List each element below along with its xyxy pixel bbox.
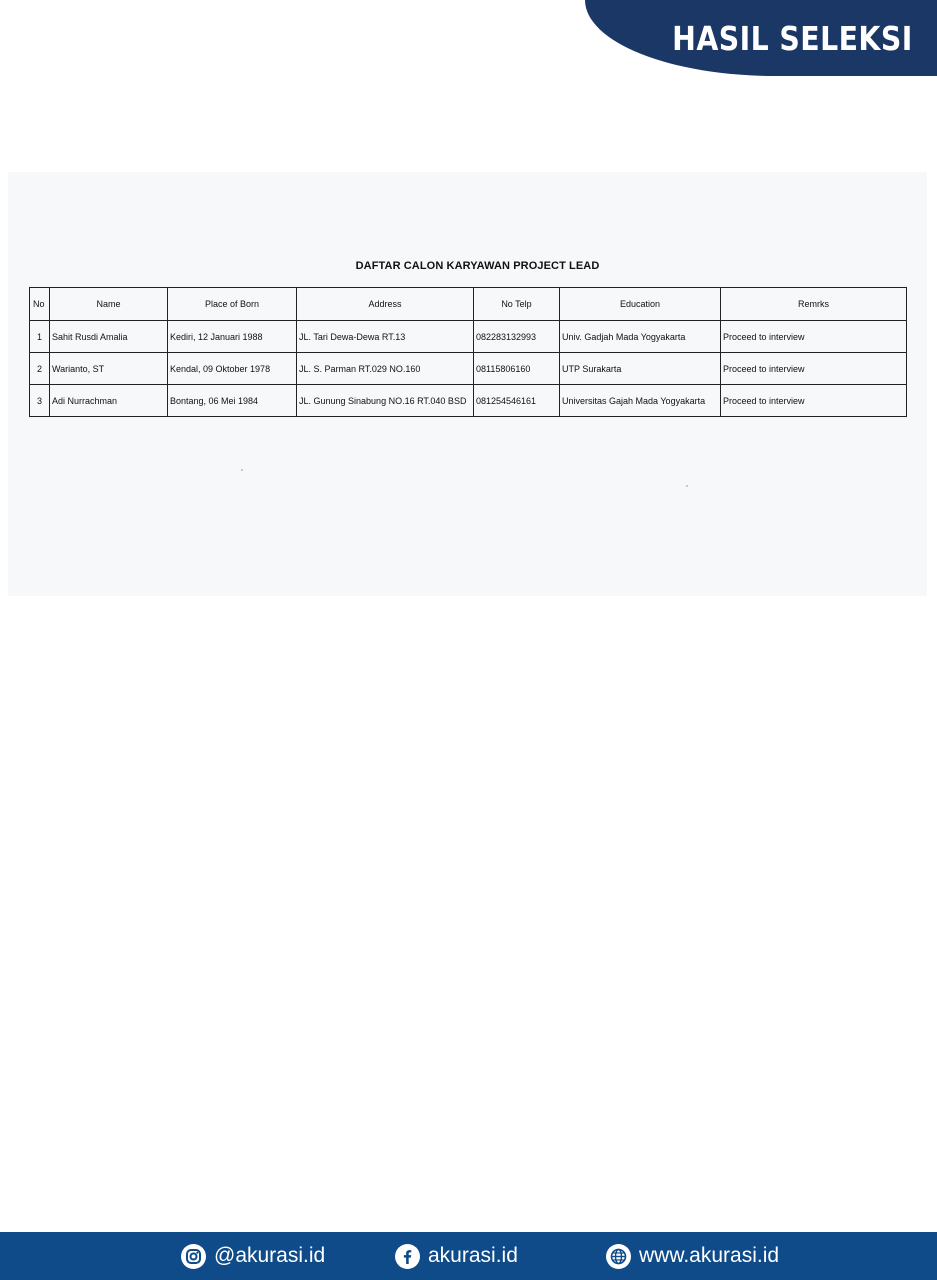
cell-address: JL. Gunung Sinabung NO.16 RT.040 BSD bbox=[297, 385, 474, 417]
footer-website[interactable] bbox=[606, 1232, 779, 1280]
column-header-place-of-born: Place of Born bbox=[168, 288, 297, 321]
scan-speck bbox=[686, 485, 688, 487]
column-header-name: Name bbox=[50, 288, 168, 321]
cell-education: Universitas Gajah Mada Yogyakarta bbox=[560, 385, 721, 417]
cell-no-telp: 082283132993 bbox=[474, 321, 560, 353]
cell-place-of-born: Bontang, 06 Mei 1984 bbox=[168, 385, 297, 417]
header-badge bbox=[585, 0, 937, 76]
table-header-row bbox=[30, 288, 907, 321]
cell-name: Warianto, ST bbox=[50, 353, 168, 385]
cell-no: 1 bbox=[30, 321, 50, 353]
footer-bar bbox=[0, 1232, 937, 1280]
column-header-remarks: Remrks bbox=[721, 288, 907, 321]
cell-place-of-born: Kendal, 09 Oktober 1978 bbox=[168, 353, 297, 385]
table-row bbox=[30, 385, 907, 417]
column-header-education: Education bbox=[560, 288, 721, 321]
scanned-document bbox=[8, 172, 927, 596]
cell-no-telp: 08115806160 bbox=[474, 353, 560, 385]
table-row bbox=[30, 321, 907, 353]
cell-address: JL. S. Parman RT.029 NO.160 bbox=[297, 353, 474, 385]
footer-instagram[interactable] bbox=[181, 1232, 325, 1280]
table-row bbox=[30, 353, 907, 385]
globe-icon bbox=[606, 1244, 631, 1269]
website-url: www.akurasi.id bbox=[639, 1244, 780, 1267]
cell-remarks: Proceed to interview bbox=[721, 321, 907, 353]
cell-address: JL. Tari Dewa-Dewa RT.13 bbox=[297, 321, 474, 353]
cell-education: UTP Surakarta bbox=[560, 353, 721, 385]
column-header-no: No bbox=[30, 288, 50, 321]
cell-name: Adi Nurrachman bbox=[50, 385, 168, 417]
column-header-address: Address bbox=[297, 288, 474, 321]
scan-speck bbox=[241, 469, 243, 471]
instagram-handle: @akurasi.id bbox=[214, 1244, 326, 1267]
header-title: HASIL SELEKSI bbox=[672, 18, 913, 58]
cell-place-of-born: Kediri, 12 Januari 1988 bbox=[168, 321, 297, 353]
instagram-icon bbox=[181, 1244, 206, 1269]
cell-education: Univ. Gadjah Mada Yogyakarta bbox=[560, 321, 721, 353]
cell-no: 2 bbox=[30, 353, 50, 385]
cell-name: Sahit Rusdi Amalia bbox=[50, 321, 168, 353]
cell-remarks: Proceed to interview bbox=[721, 385, 907, 417]
facebook-icon bbox=[395, 1244, 420, 1269]
facebook-handle: akurasi.id bbox=[428, 1244, 518, 1267]
footer-facebook[interactable] bbox=[395, 1232, 518, 1280]
document-title: DAFTAR CALON KARYAWAN PROJECT LEAD bbox=[355, 260, 600, 272]
column-header-no-telp: No Telp bbox=[474, 288, 560, 321]
cell-no-telp: 081254546161 bbox=[474, 385, 560, 417]
cell-remarks: Proceed to interview bbox=[721, 353, 907, 385]
cell-no: 3 bbox=[30, 385, 50, 417]
candidates-table bbox=[29, 287, 907, 417]
